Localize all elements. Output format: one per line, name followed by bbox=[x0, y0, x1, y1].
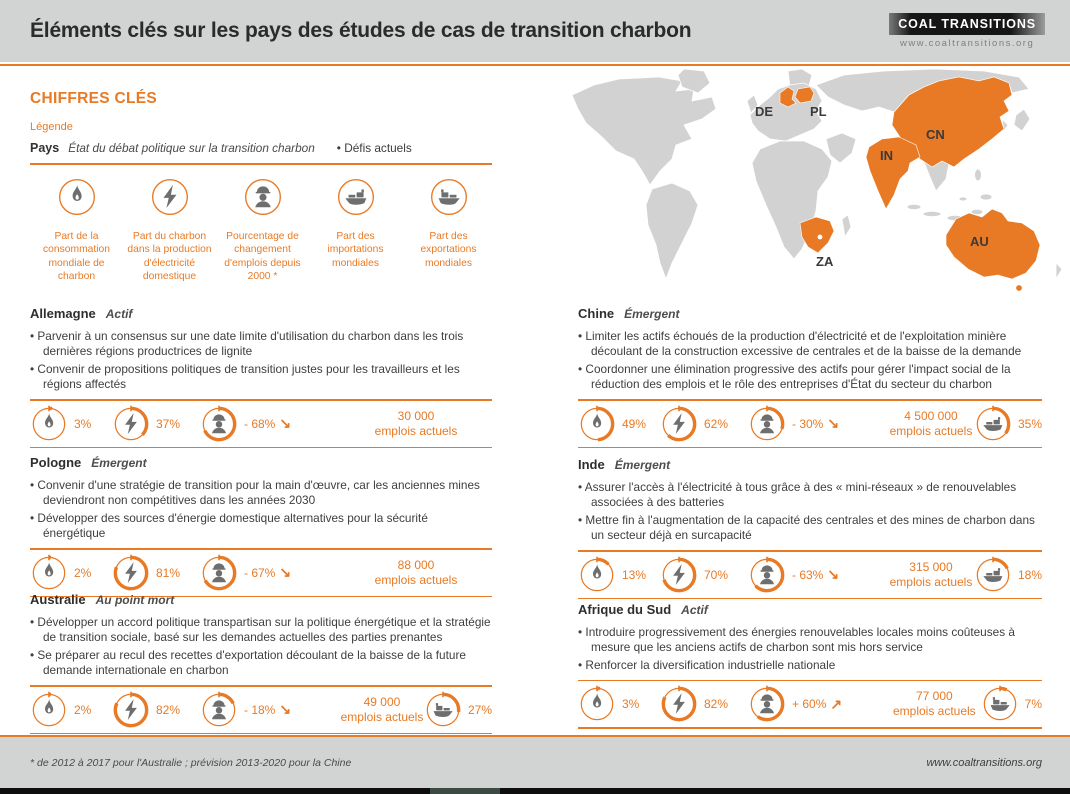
country-section bbox=[578, 301, 1042, 448]
employment-value: 315 000 bbox=[909, 559, 953, 574]
trend-arrow-icon: ↘ bbox=[279, 564, 292, 581]
map-label-za: ZA bbox=[816, 254, 834, 269]
divider bbox=[30, 447, 492, 449]
country-section bbox=[578, 597, 1042, 729]
lightning-icon bbox=[660, 685, 698, 723]
stat-jobs-change bbox=[200, 691, 340, 729]
metric-legend-item bbox=[30, 176, 123, 284]
map-country-za bbox=[800, 217, 834, 253]
stat-trade bbox=[974, 556, 1042, 594]
country-challenges bbox=[30, 329, 492, 392]
stat-electricity-value: 62% bbox=[704, 416, 729, 431]
stat-consumption bbox=[578, 685, 660, 723]
ship-import-icon bbox=[335, 176, 377, 218]
metric-label: Part des importations mondiales bbox=[327, 231, 384, 269]
map-country-pl bbox=[795, 87, 814, 103]
challenge-bullet: • Développer un accord politique transpartisan sur la politique énergétique et la stratégie de transition sociale, basé sur les demandes actuelles des parties prenantes bbox=[30, 615, 492, 646]
country-name: Allemagne bbox=[30, 306, 96, 321]
divider bbox=[578, 727, 1042, 729]
country-header bbox=[30, 587, 492, 609]
country-header bbox=[578, 301, 1042, 323]
map-lesotho-hole bbox=[818, 235, 823, 240]
header bbox=[0, 0, 1070, 62]
stat-trade bbox=[424, 691, 492, 729]
country-name: Australie bbox=[30, 592, 86, 607]
stat-jobs-change-value: - 68% bbox=[244, 416, 276, 431]
metric-label: Part du charbon dans la production d'électricité domestique bbox=[127, 231, 212, 283]
stat-electricity-value: 82% bbox=[156, 702, 181, 717]
employment-label: emplois actuels bbox=[889, 423, 973, 438]
stat-consumption bbox=[578, 405, 660, 443]
miner-icon bbox=[748, 685, 786, 723]
flame-icon bbox=[30, 405, 68, 443]
legend-label: Légende bbox=[30, 121, 73, 133]
stat-jobs-change-value: - 67% bbox=[244, 565, 276, 580]
challenge-bullet: • Développer des sources d'énergie domestique alternatives pour la sécurité énergétique bbox=[30, 511, 492, 542]
country-name: Inde bbox=[578, 457, 605, 472]
trend-arrow-icon: ↘ bbox=[827, 415, 840, 432]
metric-legend-item bbox=[123, 176, 216, 284]
stat-jobs-change bbox=[200, 405, 340, 443]
stat-trade-value: 7% bbox=[1024, 697, 1042, 712]
stat-jobs-change bbox=[748, 405, 888, 443]
challenge-bullet: • Convenir d'une stratégie de transition pour la main d'œuvre, car les anciennes mines deviendront non compétitives dans les années 2030 bbox=[30, 478, 492, 509]
stat-electricity-value: 82% bbox=[704, 697, 729, 712]
stat-trade-value: 27% bbox=[467, 702, 492, 717]
map-label-pl: PL bbox=[810, 104, 827, 119]
footnote: * de 2012 à 2017 pour l'Australie ; prévision 2013-2020 pour la Chine bbox=[30, 756, 352, 769]
miner-icon bbox=[748, 556, 786, 594]
challenge-bullet: • Mettre fin à l'augmentation de la capacité des centrales et des mines de charbon dans un secteur déjà en surcapacité bbox=[578, 513, 1042, 544]
metric-label: Part des exportations mondiales bbox=[420, 231, 477, 269]
legend-challenges-label: • Défis actuels bbox=[337, 141, 412, 155]
country-status: Actif bbox=[105, 307, 133, 321]
lightning-icon bbox=[112, 405, 150, 443]
bottom-bar bbox=[0, 788, 1070, 794]
country-stats-row bbox=[578, 401, 1042, 447]
stat-consumption-value: 2% bbox=[74, 702, 92, 717]
map-label-cn: CN bbox=[926, 127, 945, 142]
stat-jobs-change bbox=[748, 556, 888, 594]
metric-label: Pourcentage de changement d'emplois depuis 2000 * bbox=[224, 231, 301, 283]
country-stats-row bbox=[30, 687, 492, 733]
stat-electricity bbox=[112, 691, 200, 729]
stat-trade-value: 35% bbox=[1017, 416, 1042, 431]
miner-icon bbox=[242, 176, 284, 218]
employment-label: emplois actuels bbox=[374, 423, 458, 438]
stat-employment bbox=[340, 558, 492, 588]
country-stats-row bbox=[30, 401, 492, 447]
key-figures-heading: CHIFFRES CLÉS bbox=[30, 90, 158, 107]
stat-trade-value: 18% bbox=[1017, 567, 1042, 582]
ship-import-icon bbox=[974, 556, 1012, 594]
stat-consumption-value: 3% bbox=[74, 416, 92, 431]
flame-icon bbox=[578, 556, 616, 594]
stat-jobs-change-value: - 63% bbox=[792, 567, 824, 582]
stat-employment bbox=[340, 409, 492, 439]
trend-arrow-icon: ↘ bbox=[827, 566, 840, 583]
country-header bbox=[578, 452, 1042, 474]
country-stats-row bbox=[578, 681, 1042, 727]
challenge-bullet: • Parvenir à un consensus sur une date limite d'utilisation du charbon dans les trois dernières régions productrices de lignite bbox=[30, 329, 492, 360]
map-tasmania bbox=[1016, 285, 1022, 291]
map-label-au: AU bbox=[970, 234, 989, 249]
trend-arrow-icon: ↘ bbox=[279, 701, 292, 718]
employment-label: emplois actuels bbox=[889, 574, 973, 589]
flame-icon bbox=[578, 685, 616, 723]
country-name: Chine bbox=[578, 306, 615, 321]
country-status: Au point mort bbox=[95, 593, 175, 607]
ship-export-icon bbox=[981, 685, 1019, 723]
country-name: Pologne bbox=[30, 455, 82, 470]
country-section bbox=[30, 587, 492, 734]
employment-label: emplois actuels bbox=[340, 709, 424, 724]
challenge-bullet: • Limiter les actifs échoués de la production d'électricité et de l'exploitation minière découlant de la construction excessive de centrales et de la baisse de la demande bbox=[578, 329, 1042, 360]
employment-label: emplois actuels bbox=[374, 572, 458, 587]
footer bbox=[0, 737, 1070, 788]
challenge-bullet: • Convenir de propositions politiques de transition justes pour les travailleurs et les régions affectés bbox=[30, 362, 492, 393]
miner-icon bbox=[200, 691, 238, 729]
challenge-bullet: • Introduire progressivement des énergies renouvelables locales moins coûteuses à mesure que les anciens actifs de charbon sont mis hors service bbox=[578, 625, 1042, 656]
challenge-bullet: • Se préparer au recul des recettes d'exportation découlant de la baisse de la future demande internationale en charbon bbox=[30, 648, 492, 679]
miner-icon bbox=[748, 405, 786, 443]
ship-export-icon bbox=[424, 691, 462, 729]
trend-arrow-icon: ↘ bbox=[279, 415, 292, 432]
country-challenges bbox=[578, 480, 1042, 543]
country-status: Actif bbox=[681, 603, 708, 617]
country-name: Afrique du Sud bbox=[578, 602, 672, 617]
world-map-svg bbox=[563, 67, 1070, 296]
divider bbox=[578, 447, 1042, 449]
employment-value: 77 000 bbox=[915, 689, 953, 704]
challenge-bullet: • Renforcer la diversification industrielle nationale bbox=[578, 658, 1042, 673]
stat-electricity bbox=[112, 405, 200, 443]
stat-electricity bbox=[660, 405, 748, 443]
footer-site-url[interactable]: www.coaltransitions.org bbox=[926, 756, 1042, 769]
ship-import-icon bbox=[974, 405, 1012, 443]
stat-trade bbox=[974, 405, 1042, 443]
flame-icon bbox=[30, 691, 68, 729]
country-section bbox=[30, 301, 492, 448]
stat-jobs-change-value: - 18% bbox=[244, 702, 276, 717]
employment-value: 49 000 bbox=[363, 694, 401, 709]
stat-employment bbox=[340, 695, 424, 725]
stat-consumption-value: 13% bbox=[622, 567, 647, 582]
country-challenges bbox=[578, 625, 1042, 673]
ship-export-icon bbox=[428, 176, 470, 218]
map-label-in: IN bbox=[880, 148, 893, 163]
challenge-bullet: • Coordonner une élimination progressive des actifs pour gérer l'impact social de la réduction des emplois et le rôle des entreprises d'État du secteur du charbon bbox=[578, 362, 1042, 393]
stat-employment bbox=[888, 689, 981, 719]
logo-url-text[interactable]: www.coaltransitions.org bbox=[899, 38, 1035, 49]
country-status: Émergent bbox=[614, 458, 671, 472]
miner-icon bbox=[200, 405, 238, 443]
stat-electricity-value: 81% bbox=[156, 565, 181, 580]
stat-consumption-value: 3% bbox=[622, 697, 640, 712]
stat-consumption-value: 2% bbox=[74, 565, 92, 580]
lightning-icon bbox=[149, 176, 191, 218]
coal-transitions-logo: COAL TRANSITIONS bbox=[889, 13, 1045, 35]
map-label-de: DE bbox=[755, 104, 774, 119]
brand-block bbox=[889, 13, 1045, 49]
country-status: Émergent bbox=[624, 307, 680, 321]
legend-status-label: État du débat politique sur la transition charbon bbox=[68, 141, 315, 155]
world-map bbox=[563, 67, 1070, 296]
stat-jobs-change-value: - 30% bbox=[792, 416, 824, 431]
flame-icon bbox=[578, 405, 616, 443]
flame-icon bbox=[56, 176, 98, 218]
metric-legend-item bbox=[216, 176, 309, 284]
stat-jobs-change-value: + 60% bbox=[792, 697, 827, 712]
header-divider bbox=[0, 64, 1070, 66]
country-header bbox=[30, 301, 492, 323]
stat-consumption bbox=[578, 556, 660, 594]
map-country-in bbox=[866, 137, 920, 209]
challenge-bullet: • Assurer l'accès à l'électricité à tous grâce à des « mini-réseaux » de renouvelables associées à des batteries bbox=[578, 480, 1042, 511]
stat-employment bbox=[888, 560, 974, 590]
employment-value: 30 000 bbox=[397, 408, 435, 423]
country-challenges bbox=[578, 329, 1042, 392]
country-section bbox=[30, 450, 492, 597]
stat-electricity-value: 70% bbox=[704, 567, 729, 582]
metric-legend-row bbox=[30, 176, 496, 284]
employment-value: 4 500 000 bbox=[904, 408, 958, 423]
bottom-bar-accent bbox=[430, 788, 500, 794]
stat-employment bbox=[888, 409, 974, 439]
stat-jobs-change bbox=[748, 685, 888, 723]
metric-label: Part de la consommation mondiale de charbon bbox=[43, 231, 110, 283]
map-country-au bbox=[946, 209, 1040, 279]
metric-legend-item bbox=[402, 176, 495, 284]
divider bbox=[30, 163, 492, 165]
stat-trade bbox=[981, 685, 1042, 723]
lightning-icon bbox=[660, 405, 698, 443]
stat-electricity bbox=[660, 685, 748, 723]
metric-legend-item bbox=[309, 176, 402, 284]
stat-consumption bbox=[30, 405, 112, 443]
legend-line bbox=[30, 141, 412, 155]
legend-country-label: Pays bbox=[30, 141, 60, 155]
country-header bbox=[30, 450, 492, 472]
trend-arrow-icon: ↗ bbox=[830, 695, 843, 712]
country-stats-row bbox=[578, 552, 1042, 598]
country-section bbox=[578, 452, 1042, 599]
stat-electricity-value: 37% bbox=[156, 416, 181, 431]
stat-electricity bbox=[660, 556, 748, 594]
country-challenges bbox=[30, 615, 492, 678]
lightning-icon bbox=[112, 691, 150, 729]
country-header bbox=[578, 597, 1042, 619]
country-status: Émergent bbox=[91, 456, 147, 470]
employment-label: emplois actuels bbox=[892, 704, 976, 719]
country-challenges bbox=[30, 478, 492, 541]
stat-consumption bbox=[30, 691, 112, 729]
page-title: Éléments clés sur les pays des études de cas de transition charbon bbox=[30, 19, 692, 42]
lightning-icon bbox=[660, 556, 698, 594]
stat-consumption-value: 49% bbox=[622, 416, 647, 431]
employment-value: 88 000 bbox=[397, 557, 435, 572]
